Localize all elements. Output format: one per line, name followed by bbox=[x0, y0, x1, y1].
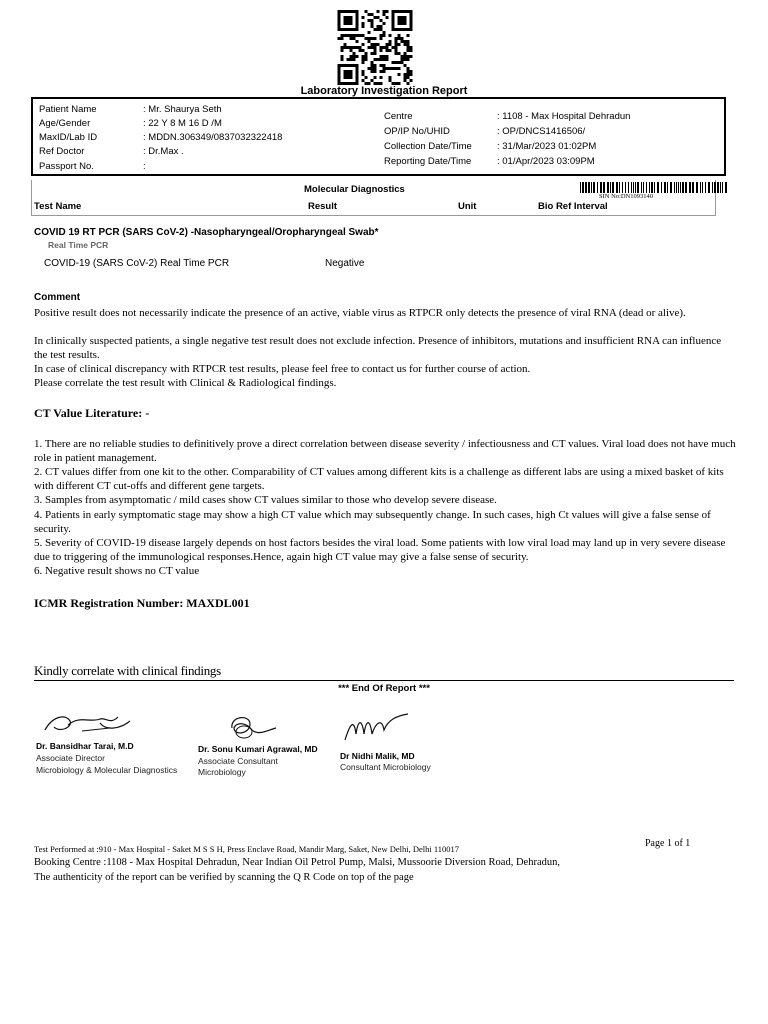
patient-name-label: Patient Name bbox=[39, 104, 97, 115]
page-number: Page 1 of 1 bbox=[645, 838, 691, 849]
test-method: Real Time PCR bbox=[48, 240, 109, 250]
centre-label: Centre bbox=[384, 111, 413, 122]
signatory-2-name: Dr. Sonu Kumari Agrawal, MD bbox=[198, 744, 318, 754]
signatory-1-title: Associate Director bbox=[36, 753, 105, 763]
comment-line-1: Positive result does not necessarily indicate the presence of an active, viable virus as RTPCR only detects the presence of viral RNA (dead or alive). bbox=[34, 307, 686, 319]
signatory-2-title: Associate Consultant bbox=[198, 756, 278, 766]
test-title: COVID 19 RT PCR (SARS CoV-2) -Nasopharyngeal/Oropharyngeal Swab* bbox=[34, 227, 379, 238]
lab-id-value: : MDDN.306349/0837032322418 bbox=[143, 132, 283, 143]
ct-item-6: 6. Negative result shows no CT value bbox=[34, 565, 200, 577]
signatory-1-dept: Microbiology & Molecular Diagnostics bbox=[36, 765, 178, 775]
signature-agrawal bbox=[222, 708, 282, 743]
ct-item-5: 5. Severity of COVID-19 disease largely depends on host factors besides the viral load. Some patients with low viral load may land up in very severe disease due to triggering of the immunological responses.Hence, again high CT value may give a false sense of security. bbox=[34, 537, 726, 563]
passport-value: : bbox=[143, 161, 146, 172]
patient-info-box bbox=[31, 97, 726, 176]
divider bbox=[34, 680, 734, 681]
authenticity-note: The authenticity of the report can be verified by scanning the Q R Code on top of the page bbox=[34, 872, 414, 883]
ct-item-2: 2. CT values differ from one kit to the other. Comparability of CT values among different kits is a challenge as different labs are using a mixed basket of kits with different CT cut-offs and different gene targets. bbox=[34, 466, 724, 492]
ref-doctor-value: : Dr.Max . bbox=[143, 146, 184, 157]
signatory-3-title: Consultant Microbiology bbox=[340, 762, 431, 772]
booking-centre: Booking Centre :1108 - Max Hospital Dehradun, Near Indian Oil Petrol Pump, Malsi, Mussoorie Diversion Road, Dehradun, bbox=[34, 857, 560, 868]
header-test-name: Test Name bbox=[34, 201, 82, 212]
sin-number: SIN No:DN1093140 bbox=[599, 193, 653, 200]
reporting-date-value: : 01/Apr/2023 03:09PM bbox=[497, 156, 595, 167]
ref-doctor-label: Ref Doctor bbox=[39, 146, 85, 157]
ct-literature-heading: CT Value Literature: - bbox=[34, 406, 150, 420]
collection-date-label: Collection Date/Time bbox=[384, 141, 472, 152]
patient-name-value: : Mr. Shaurya Seth bbox=[143, 104, 222, 115]
uhid-label: OP/IP No/UHID bbox=[384, 126, 450, 137]
end-of-report: *** End Of Report *** bbox=[338, 683, 430, 694]
reporting-date-label: Reporting Date/Time bbox=[384, 156, 472, 167]
age-gender-label: Age/Gender bbox=[39, 118, 91, 129]
qr-code bbox=[335, 10, 415, 85]
department-title: Molecular Diagnostics bbox=[304, 184, 405, 195]
signature-malik bbox=[340, 710, 415, 745]
sample-barcode bbox=[580, 182, 728, 193]
test-parameter: COVID-19 (SARS CoV-2) Real Time PCR bbox=[44, 258, 230, 269]
uhid-value: : OP/DNCS1416506/ bbox=[497, 126, 586, 137]
correlate-note: Kindly correlate with clinical findings bbox=[34, 663, 221, 678]
comment-heading: Comment bbox=[34, 292, 81, 303]
comment-line-2: In clinically suspected patients, a single negative test result does not exclude infection. Presence of inhibitors, mutations and insufficient RNA can influence the test results. bbox=[34, 335, 722, 361]
signatory-1-name: Dr. Bansidhar Tarai, M.D bbox=[36, 741, 134, 751]
signature-tarai bbox=[40, 705, 140, 740]
comment-line-3: In case of clinical discrepancy with RTPCR test results, please feel free to contact us for further course of action. bbox=[34, 363, 531, 375]
test-result-value: Negative bbox=[325, 258, 365, 269]
header-unit: Unit bbox=[458, 201, 477, 212]
header-bio-ref: Bio Ref Interval bbox=[538, 201, 608, 212]
header-result: Result bbox=[308, 201, 338, 212]
collection-date-value: : 31/Mar/2023 01:02PM bbox=[497, 141, 597, 152]
icmr-registration: ICMR Registration Number: MAXDL001 bbox=[34, 596, 250, 610]
comment-line-4: Please correlate the test result with Clinical & Radiological findings. bbox=[34, 377, 337, 389]
lab-id-label: MaxID/Lab ID bbox=[39, 132, 98, 143]
age-gender-value: : 22 Y 8 M 16 D /M bbox=[143, 118, 222, 129]
signatory-3-name: Dr Nidhi Malik, MD bbox=[340, 751, 415, 761]
test-performed-at: Test Performed at :910 - Max Hospital - Saket M S S H, Press Enclave Road, Mandir Marg, Saket, New Delhi, Delhi 110017 bbox=[34, 844, 460, 854]
report-title: Laboratory Investigation Report bbox=[300, 85, 468, 97]
ct-item-4: 4. Patients in early symptomatic stage may show a high CT value which may subsequently change. In such cases, high Ct values will give a false sense of security. bbox=[34, 509, 711, 535]
signatory-2-dept: Microbiology bbox=[198, 767, 246, 777]
ct-item-3: 3. Samples from asymptomatic / mild cases show CT values similar to those who develop severe disease. bbox=[34, 494, 497, 506]
ct-item-1: 1. There are no reliable studies to definitively prove a direct correlation between disease severity / infectiousness and CT values. Viral load does not have much role in patient management. bbox=[34, 438, 736, 464]
passport-label: Passport No. bbox=[39, 161, 94, 172]
centre-value: : 1108 - Max Hospital Dehradun bbox=[497, 111, 631, 122]
